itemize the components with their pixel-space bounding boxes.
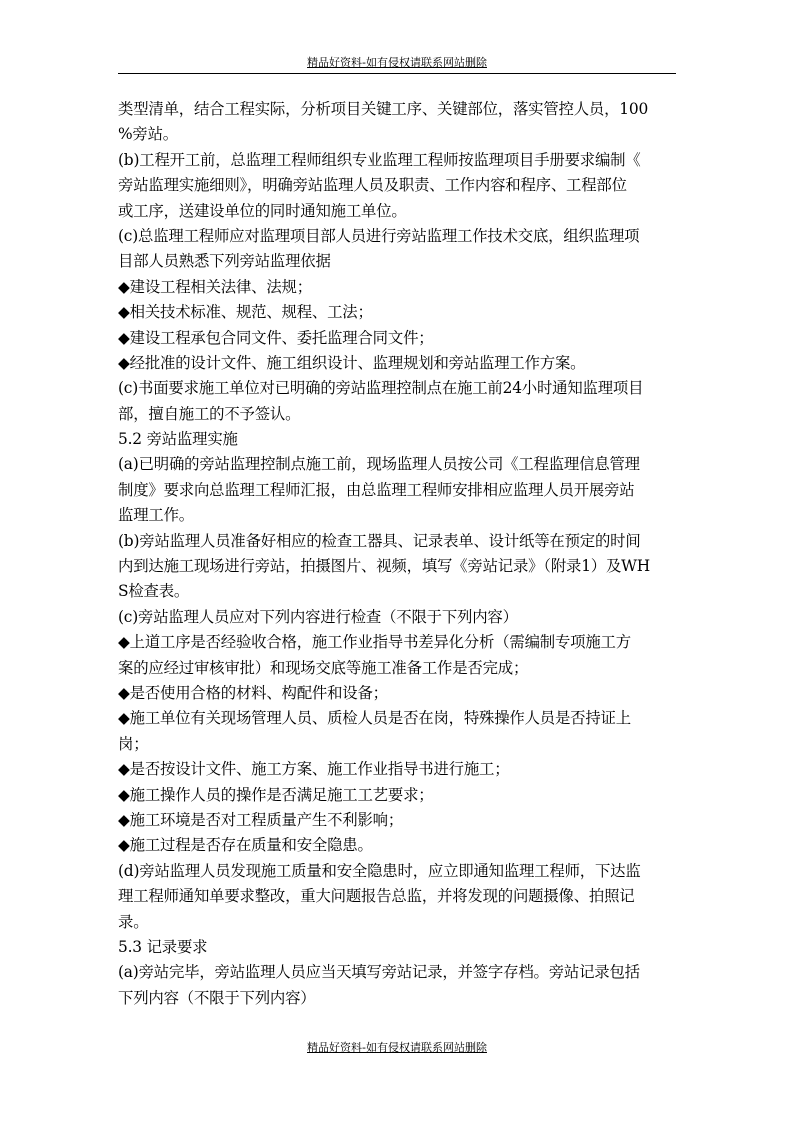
text-line: 下列内容（不限于下列内容） xyxy=(118,988,316,1007)
text-line: (d)旁站监理人员发现施工质量和安全隐患时，应立即通知监理工程师，下达监 xyxy=(118,861,641,880)
document-body xyxy=(118,97,676,1011)
page-footer: 精品好资料-如有侵权请联系网站删除 xyxy=(307,1041,487,1054)
text-line: 旁站监理实施细则》，明确旁站监理人员及职责、工作内容和程序、工程部位 xyxy=(118,176,627,195)
text-line: 岗； xyxy=(118,734,149,753)
text-line: (c)总监理工程师应对监理项目部人员进行旁站监理工作技术交底，组织监理项 xyxy=(118,226,640,245)
text-line: ◆是否按设计文件、施工方案、施工作业指导书进行施工； xyxy=(118,760,510,779)
text-line: ◆建设工程相关法律、法规； xyxy=(118,277,312,296)
text-line: ◆相关技术标准、规范、规程、工法； xyxy=(118,303,373,322)
text-line: ◆上道工序是否经验收合格，施工作业指导书差异化分析（需编制专项施工方 xyxy=(118,633,631,652)
page-header: 精品好资料-如有侵权请联系网站删除 xyxy=(307,56,487,69)
text-line: (b)工程开工前，总监理工程师组织专业监理工程师按监理项目手册要求编制《 xyxy=(118,150,641,169)
text-line: 理工程师通知单要求整改，重大问题报告总监，并将发现的问题摄像、拍照记 xyxy=(118,887,635,906)
text-line: ◆施工过程是否存在质量和安全隐患。 xyxy=(118,836,373,855)
header-rule xyxy=(118,73,676,74)
text-line: 或工序，送建设单位的同时通知施工单位。 xyxy=(118,201,407,220)
text-line: ◆经批准的设计文件、施工组织设计、监理规划和旁站监理工作方案。 xyxy=(118,353,586,372)
text-line: 监理工作。 xyxy=(118,506,194,525)
text-line: %旁站。 xyxy=(118,125,178,144)
text-line: ◆施工操作人员的操作是否满足施工工艺要求； xyxy=(118,785,434,804)
text-line: (b)旁站监理人员准备好相应的检查工器具、记录表单、设计纸等在预定的时间 xyxy=(118,531,641,550)
text-line: ◆建设工程承包合同文件、委托监理合同文件； xyxy=(118,328,434,347)
text-line: 5.3 记录要求 xyxy=(118,937,208,956)
text-line: (a)旁站完毕，旁站监理人员应当天填写旁站记录，并签字存档。旁站记录包括 xyxy=(118,963,640,982)
text-line: ◆施工单位有关现场管理人员、质检人员是否在岗，特殊操作人员是否持证上 xyxy=(118,709,631,728)
text-line: 目部人员熟悉下列旁站监理依据 xyxy=(118,252,331,271)
text-line: 制度》要求向总监理工程师汇报，由总监理工程师安排相应监理人员开展旁站 xyxy=(118,480,635,499)
text-line: 5.2 旁站监理实施 xyxy=(118,430,238,449)
text-line: 案的应经过审核审批）和现场交底等施工准备工作是否完成； xyxy=(118,658,529,677)
text-line: 内到达施工现场进行旁站，拍摄图片、视频，填写《旁站记录》（附录1）及WH xyxy=(118,557,651,576)
text-line: ◆施工环境是否对工程质量产生不利影响； xyxy=(118,810,404,829)
text-line: S检查表。 xyxy=(118,582,190,601)
text-line: 部，擅自施工的不予签认。 xyxy=(118,404,301,423)
text-line: (c)旁站监理人员应对下列内容进行检查（不限于下列内容） xyxy=(118,607,518,626)
text-line: 类型清单，结合工程实际，分析项目关键工序、关键部位，落实管控人员，100 xyxy=(118,100,649,118)
text-line: (a)已明确的旁站监理控制点施工前，现场监理人员按公司《工程监理信息管理 xyxy=(118,455,640,474)
text-line: 录。 xyxy=(118,912,149,931)
text-line: ◆是否使用合格的材料、构配件和设备； xyxy=(118,683,388,702)
text-line: (c)书面要求施工单位对已明确的旁站监理控制点在施工前24小时通知监理项目 xyxy=(118,379,644,398)
